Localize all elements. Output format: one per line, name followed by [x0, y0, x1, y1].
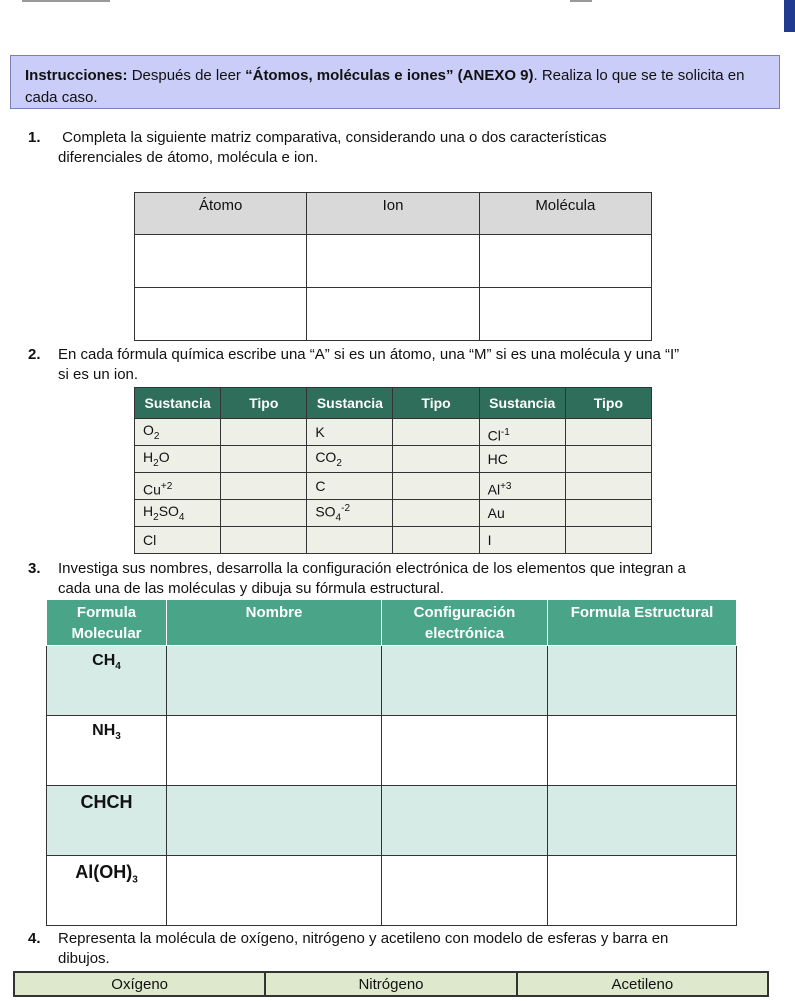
question-4-line1: Representa la molécula de oxígeno, nitrógeno y acetileno con modelo de esferas y barra en [58, 930, 669, 947]
formula-cell: $NH_3$ [47, 716, 167, 786]
substance-type-table [134, 387, 652, 554]
header-acetileno: Acetileno [517, 972, 768, 996]
table-row [47, 646, 737, 716]
instructions-box [10, 55, 780, 109]
answer-cell[interactable] [548, 646, 737, 716]
answer-cell[interactable] [548, 856, 737, 926]
header-tipo: Tipo [565, 388, 651, 419]
top-decor-line-left [22, 0, 110, 2]
header-atomo: Átomo [135, 193, 307, 235]
header-oxigeno: Oxígeno [14, 972, 265, 996]
answer-cell[interactable] [167, 856, 382, 926]
question-3-line2: cada una de las moléculas y dibuja su fórmula estructural. [58, 580, 445, 597]
corner-mark [784, 0, 795, 32]
answer-cell[interactable] [479, 288, 651, 341]
table-row [47, 716, 737, 786]
type-cell[interactable] [221, 527, 307, 554]
question-3-number: 3. [28, 560, 41, 577]
header-molecula: Molécula [479, 193, 651, 235]
type-cell[interactable] [393, 500, 479, 527]
header-nitrogeno: Nitrógeno [265, 972, 516, 996]
table-row [135, 500, 652, 527]
substance-cell: $Al^{+3}$ [479, 473, 565, 500]
substance-cell: $O_2$ [135, 419, 221, 446]
type-cell[interactable] [565, 446, 651, 473]
type-cell[interactable] [221, 419, 307, 446]
substance-cell: $Cl^{-1}$ [479, 419, 565, 446]
type-cell[interactable] [393, 446, 479, 473]
substance-cell [307, 527, 393, 554]
table-row [47, 786, 737, 856]
answer-cell[interactable] [479, 235, 651, 288]
instructions-title: “Átomos, moléculas e iones” (ANEXO 9) [245, 67, 534, 84]
header-tipo: Tipo [221, 388, 307, 419]
substance-cell: $H_2SO_4$ [135, 500, 221, 527]
question-2-line2: si es un ion. [58, 366, 139, 383]
header-sustancia: Sustancia [307, 388, 393, 419]
answer-cell[interactable] [382, 786, 548, 856]
question-1-line1: Completa la siguiente matriz comparativa, considerando una o dos características [58, 129, 607, 146]
type-cell[interactable] [565, 527, 651, 554]
question-1-line2: diferenciales de átomo, molécula e ion. [58, 149, 319, 166]
header-formula-molecular: Formula Molecular [47, 600, 167, 646]
type-cell[interactable] [565, 419, 651, 446]
type-cell[interactable] [393, 527, 479, 554]
header-tipo: Tipo [393, 388, 479, 419]
substance-cell: HC [479, 446, 565, 473]
type-cell[interactable] [565, 473, 651, 500]
table-row [135, 473, 652, 500]
comparison-table [134, 192, 652, 341]
question-2 [28, 345, 679, 385]
molecule-table [46, 599, 737, 926]
answer-cell[interactable] [167, 786, 382, 856]
answer-cell[interactable] [382, 716, 548, 786]
top-decor-line-right [570, 0, 592, 2]
instructions-text-b: . Realiza lo que se te solicita en cada caso. [25, 67, 745, 106]
answer-cell[interactable] [307, 235, 479, 288]
table-row [47, 856, 737, 926]
formula-cell: $Al(OH)_3$ [47, 856, 167, 926]
type-cell[interactable] [565, 500, 651, 527]
substance-cell: $CO_2$ [307, 446, 393, 473]
answer-cell[interactable] [307, 288, 479, 341]
substance-cell: $H_2O$ [135, 446, 221, 473]
header-nombre: Nombre [167, 600, 382, 646]
substance-cell: $SO_4^{-2}$ [307, 500, 393, 527]
substance-cell: Au [479, 500, 565, 527]
substance-cell: I [479, 527, 565, 554]
table-row [135, 419, 652, 446]
question-2-number: 2. [28, 346, 41, 363]
type-cell[interactable] [393, 419, 479, 446]
instructions-label: Instrucciones: [25, 67, 128, 84]
substance-cell: Cl [135, 527, 221, 554]
question-3 [28, 559, 686, 599]
table-row [135, 527, 652, 554]
answer-cell[interactable] [548, 716, 737, 786]
type-cell[interactable] [221, 500, 307, 527]
substance-cell: C [307, 473, 393, 500]
formula-cell: CHCH [47, 786, 167, 856]
model-drawing-table [13, 971, 769, 997]
question-4-number: 4. [28, 930, 41, 947]
header-configuracion: Configuración electrónica [382, 600, 548, 646]
question-1 [28, 128, 607, 168]
substance-cell: K [307, 419, 393, 446]
question-3-line1: Investiga sus nombres, desarrolla la configuración electrónica de los elementos que integran a [58, 560, 686, 577]
answer-cell[interactable] [167, 716, 382, 786]
header-sustancia: Sustancia [479, 388, 565, 419]
header-formula-estructural: Formula Estructural [548, 600, 737, 646]
question-4 [28, 929, 668, 969]
answer-cell[interactable] [382, 646, 548, 716]
question-2-line1: En cada fórmula química escribe una “A” si es un átomo, una “M” si es una molécula y una “I” [58, 346, 680, 363]
answer-cell[interactable] [548, 786, 737, 856]
answer-cell[interactable] [382, 856, 548, 926]
instructions-text-a: Después de leer [127, 67, 246, 84]
header-sustancia: Sustancia [135, 388, 221, 419]
answer-cell[interactable] [167, 646, 382, 716]
answer-cell[interactable] [135, 235, 307, 288]
substance-cell: $Cu^{+2}$ [135, 473, 221, 500]
type-cell[interactable] [393, 473, 479, 500]
question-4-line2: dibujos. [58, 950, 110, 967]
header-ion: Ion [307, 193, 479, 235]
question-1-number: 1. [28, 129, 41, 146]
type-cell[interactable] [221, 446, 307, 473]
formula-cell: $CH_4$ [47, 646, 167, 716]
type-cell[interactable] [221, 473, 307, 500]
answer-cell[interactable] [135, 288, 307, 341]
table-row [135, 446, 652, 473]
